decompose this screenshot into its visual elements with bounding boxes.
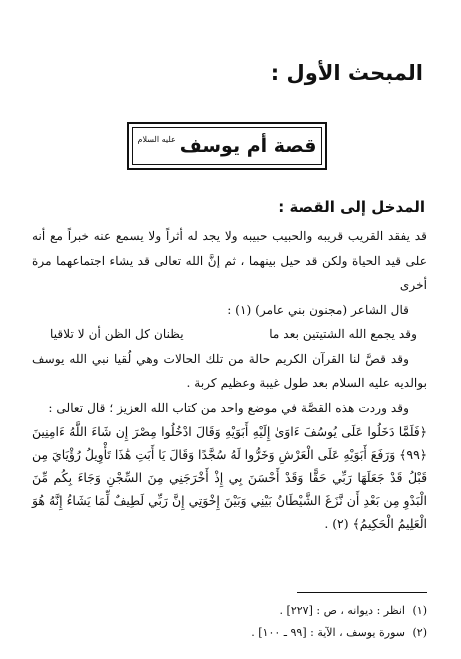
poet-intro: قال الشاعر (مجنون بني عامر): [255, 302, 409, 317]
section-title: المبحث الأول :: [270, 61, 423, 85]
footnote-1: [251, 600, 427, 622]
main-text: [32, 224, 427, 535]
footnote-ref-1[interactable]: (١) :: [227, 302, 252, 317]
footnote-2: [251, 622, 427, 644]
footnote-2-number: (٢): [412, 626, 427, 639]
story-title-frame-inner: [132, 127, 322, 165]
poem-hemistich-right: وقد يجمع الله الشتيتين بعد ما: [269, 327, 417, 341]
story-title: قصة أم يوسف: [179, 135, 317, 157]
honorific-mark: عليه السلام: [137, 135, 176, 144]
story-title-frame: [127, 122, 327, 170]
footnote-1-text: انظر : ديوانه ، ص : [٢٢٧] .: [279, 604, 405, 617]
footnote-divider: [297, 592, 427, 593]
quran-verse: ﴿فَلَمَّا دَخَلُوا عَلَى يُوسُفَ ءَاوَىٰ إِلَيْهِ أَبَوَيْهِ وَقَالَ ادْخُلُوا مِصْرَ إِن شَاءَ اللَّهُ ءَامِنِينَ ﴿٩٩﴾ وَرَفَعَ أَبَوَيْهِ عَلَى الْعَرْشِ وَخَرُّوا لَهُ سُجَّدًا وَقَالَ يَا أَبَتِ هَٰذَا تَأْوِيلُ رُؤْيَايَ مِن قَبْلُ قَدْ جَعَلَهَا رَبِّي حَقًّا وَقَدْ أَحْسَنَ بِي إِذْ أَخْرَجَنِي مِنَ السِّجْنِ وَجَاءَ بِكُم مِّنَ الْبَدْوِ مِن بَعْدِ أَن نَّزَغَ الشَّيْطَانُ بَيْنِي وَبَيْنَ إِخْوَتِي إِنَّ رَبِّي لَطِيفٌ لِّمَا يَشَاءُ إِنَّهُ هُوَ الْعَلِيمُ الْحَكِيمُ﴾ (٢) .: [32, 424, 427, 531]
paragraph-4: وقد وردت هذه القصَّة في موضع واحد من كتاب الله العزيز ؛ قال تعالى :: [48, 400, 409, 415]
subheading-intro: المدخل إلى القصة :: [278, 198, 425, 216]
paragraph-3: وقد قصَّ لنا القرآن الكريم حالة من تلك الحالات وهي لُقيا نبي الله يوسف بوالديه عليه السلام بعد طول غيبة وعظيم كربة .: [32, 351, 427, 390]
poem-verse: [32, 322, 427, 347]
poem-hemistich-left: يظنان كل الظن أن لا تلاقيا: [50, 327, 184, 341]
footnote-1-number: (١): [412, 604, 427, 617]
footnotes: [251, 600, 427, 644]
paragraph-1: قد يفقد القريب قريبه والحبيب حبيبه ولا يجد له أثراً ولا يسمع عنه خبراً مع أنه على قيد الحياة ولكن قد حيل بينهما ، ثم إنَّ الله تعالى قد يشاء اجتماعهما مرة أخرى: [32, 229, 427, 292]
paragraph-2: [32, 298, 427, 323]
footnote-2-text: سورة يوسف ، الآية : [٩٩ ـ ١٠٠] .: [251, 626, 405, 639]
